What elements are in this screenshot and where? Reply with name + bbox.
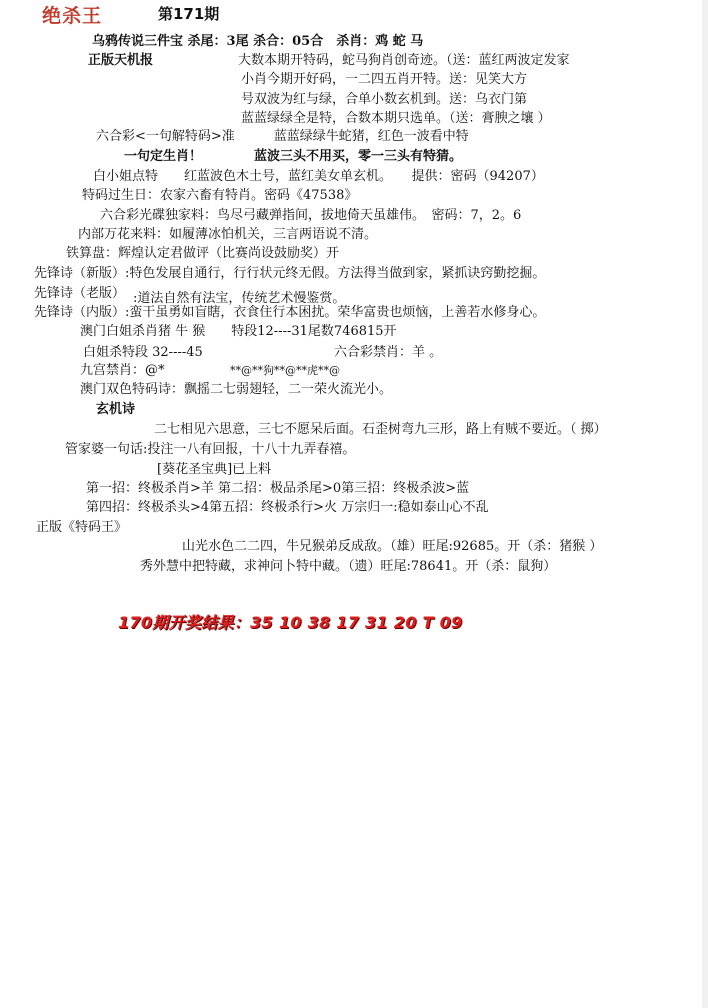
line-nine-palace: 九宫禁肖：@* [80,363,165,378]
line-temawang: 正版《特码王》 [36,520,128,535]
line-crow-legend: 乌鸦传说三件宝 杀尾：3尾 杀合：05合 杀肖：鸡 蛇 马 [92,34,424,49]
line-pioneer-old-label: 先锋诗（老版） [34,286,126,301]
line-tianji-4: 蓝蓝绿绿全是特，合数本期只选单。（送：膏腴之壤 ） [241,111,551,126]
line-banned-zodiac: 六合彩禁肖：羊 。 [334,345,443,360]
line-one-sentence: 六合彩<一句解特码>准 蓝蓝绿绿牛蛇猪，红色一波看中特 [96,129,469,144]
line-moves-2: 第四招：终极杀头>4第五招：终极杀行>火 万宗归一:稳如泰山心不乱 [86,500,489,515]
line-abacus: 铁算盘：辉煌认定君做评（比赛尚设鼓励奖）开 [66,246,340,261]
line-mystery-poem: 二七相见六思意，三七不愿呆后面。石歪树弯九三形，路上有贼不要近。（ 掷） [154,422,607,437]
line-mystery-title: 玄机诗 [96,402,136,417]
line-disc: 六合彩光碟独家料：鸟尽弓藏弹指间，拔地倚天虽雄伟。 密码：7，2。6 [100,208,522,223]
line-tianji-1: 大数本期开特码，蛇马狗肖创奇迹。（送：蓝红两波定发家 [238,53,570,68]
line-macau-white: 澳门白姐杀肖猪 牛 猴 特段12----31尾数746815开 [80,324,397,339]
line-bai-xiaojie: 白小姐点特 红蓝波色木土号，蓝红美女单玄机。 提供：密码（94207） [93,169,544,184]
line-tianji-2: 小肖今期开好码，一二四五肖开特。送：见笑大方 [241,72,528,87]
line-moves-1: 第一招：终极杀肖>羊 第二招：极品杀尾>0第三招：终极杀波>蓝 [86,481,470,496]
page-title: 绝杀王 [42,5,103,27]
line-macau-poem: 澳门双色特码诗：飘摇二七弱翅轻，二一荣火流光小。 [80,382,393,397]
issue-number: 第171期 [158,5,220,23]
line-temawang-1: 山光水色二二四，牛兄猴弟反成敌。（雄）旺尾:92685。开（杀：猪猴 ） [182,539,603,554]
line-zodiac: 一句定生肖！ 蓝波三头不用买，零一三头有特猜。 [124,149,463,164]
line-temawang-2: 秀外慧中把特藏，求神问卜特中藏。（遗）旺尾:78641。开（杀：鼠狗） [140,559,557,574]
line-pioneer-old-text: :道法自然有法宝，传统艺术慢鉴赏。 [133,291,346,306]
line-sunflower: [葵花圣宝典]已上料 [157,462,272,477]
line-birthday: 特码过生日：农家六畜有特肖。密码《47538》 [82,188,358,203]
line-tianji-title: 正版天机报 [88,53,154,68]
line-housekeeper: 管家婆一句话:投注一八有回报，十八十九弄春禧。 [65,442,356,457]
line-pioneer-inner: 先锋诗（内版）:蛮干虽勇如盲瞎，衣食住行本困扰。荣华富贵也烦恼，上善若水修身心。 [34,305,546,320]
line-internal: 内部万花来料：如履薄冰怕机关，三言两语说不清。 [78,227,378,242]
draw-result: 170期开奖结果：35 10 38 17 31 20 T 09 [118,613,463,632]
line-pioneer-new: 先锋诗（新版）:特色发展自通行，行行状元终无假。方法得当做到家，紧抓诀窍勤挖掘。 [34,266,546,281]
page-edge [702,0,708,1008]
line-nine-palace-codes: **@**狗**@**虎**@ [230,364,340,377]
line-white-segment: 白姐杀特段 32----45 [83,345,203,360]
line-tianji-3: 号双波为红与绿，合单小数玄机到。送：乌衣门第 [241,92,528,107]
